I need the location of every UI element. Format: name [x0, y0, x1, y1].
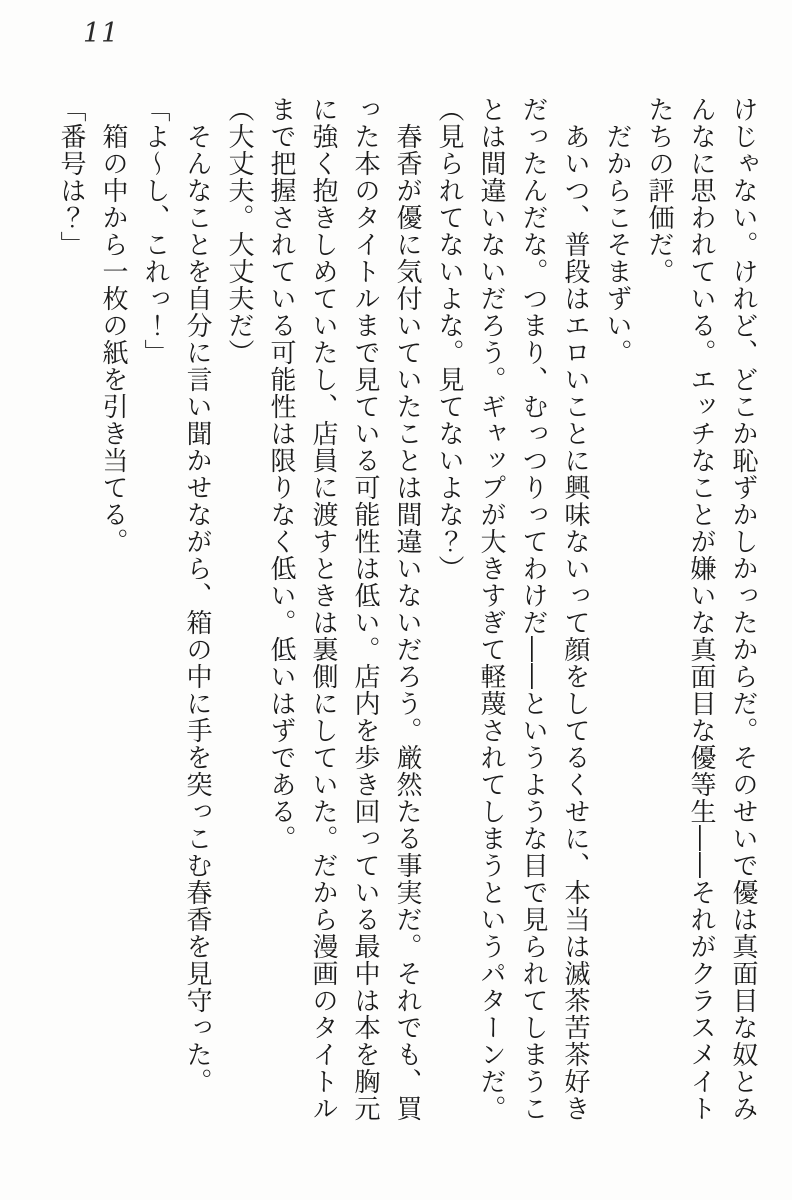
text-line: 「よ〜し、これっ！」: [140, 96, 170, 366]
text-line: った本のタイトルまで見ている可能性は低い。店内を歩き回っている最中は本を胸元: [350, 96, 380, 1122]
text-line: （大丈夫。大丈夫だ）: [224, 96, 254, 366]
text-line: 「番号は？」: [56, 96, 86, 258]
text-line: だからこそまずい。: [602, 123, 632, 366]
text-line: んなに思われている。エッチなことが嫌いな真面目な優等生――それがクラスメイト: [686, 96, 716, 1122]
body-text: [50, 96, 764, 1136]
text-line: まで把握されている可能性は限りなく低い。低いはずである。: [266, 96, 296, 852]
text-line: （見られてないよな。見てないよな？）: [434, 96, 464, 582]
text-line: 春香が優に気付いていたことは間違いないだろう。厳然たる事実だ。それでも、買: [392, 123, 422, 1122]
text-line: だったんだな。つまり、むっつりってわけだ――というような目で見られてしまうこ: [518, 96, 548, 1122]
text-line: けじゃない。けれど、どこか恥ずかしかったからだ。そのせいで優は真面目な奴とみ: [728, 96, 758, 1122]
text-line: 箱の中から一枚の紙を引き当てる。: [98, 123, 128, 555]
text-line: そんなことを自分に言い聞かせながら、箱の中に手を突っこむ春香を見守った。: [182, 123, 212, 1095]
page-number: 11: [83, 18, 120, 49]
text-line: あいつ、普段はエロいことに興味ないって顔をしてるくせに、本当は滅茶苦茶好き: [560, 123, 590, 1122]
text-line: とは間違いないだろう。ギャップが大きすぎて軽蔑されてしまうというパターンだ。: [476, 96, 506, 1122]
text-line: に強く抱きしめていたし、店員に渡すときは裏側にしていた。だから漫画のタイトル: [308, 96, 338, 1122]
text-line: たちの評価だ。: [644, 96, 674, 285]
